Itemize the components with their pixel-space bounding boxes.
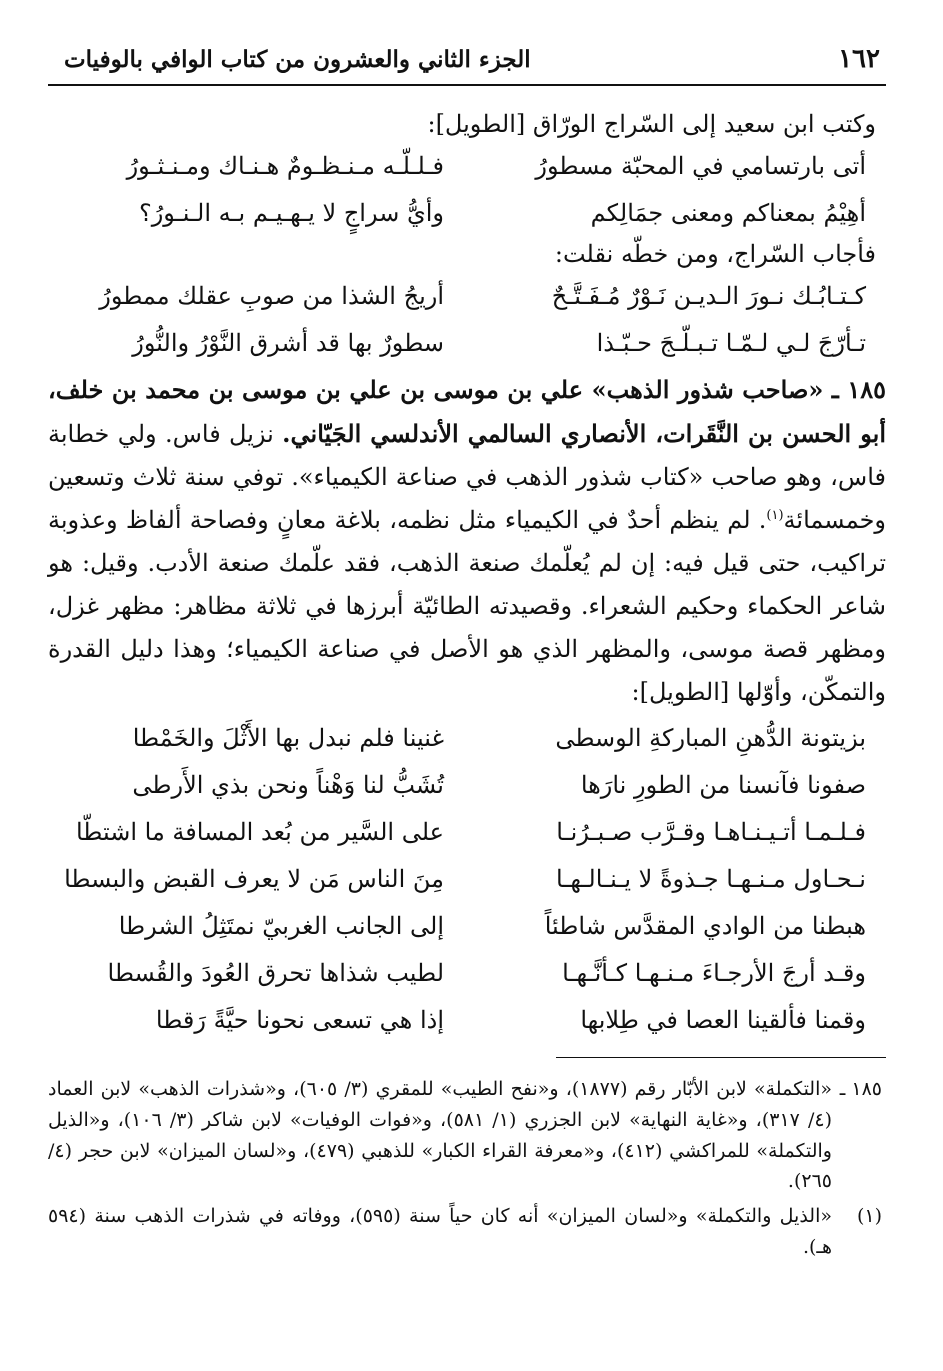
verse-first-hemistich: فـلـمـا أتـيـنـاهـا وقـرَّب صـبـرُنـا bbox=[556, 817, 866, 846]
verse-line bbox=[48, 714, 886, 761]
page-number: ١٦٢ bbox=[838, 44, 880, 74]
footnote-divider bbox=[556, 1057, 886, 1058]
verse-line bbox=[48, 949, 886, 996]
intro-line: وكتب ابن سعيد إلى السّراج الورّاق [الطويل]: bbox=[427, 110, 876, 138]
verse-first-hemistich: أهِيْمُ بمعناكم ومعنى جمَالِكم bbox=[590, 198, 866, 227]
verse-first-hemistich: صفونا فآنسنا من الطورِ نارَها bbox=[580, 770, 866, 799]
entry-body-part-2: . لم ينظم أحدٌ في الكيمياء مثل نظمه، بلاغة معانٍ وفصاحة ألفاظ وعذوبة تراكيب، حتى قيل فيه: إن لم يُعلّمك صنعة الذهب، فقد علّمك صنعة الأدب. وقيل: هو شاعر الحكماء وحكيم الشعراء. وقصيدته الطائيّة أبرزها في ثلاثة مظاهر: مظهر غزل، ومظهر قصة موسى، والمظهر الذي هو الأصل في صناعة الكيمياء؛ وهذا دليل القدرة والتمكّن، وأوّلها [الطويل]: bbox=[48, 506, 886, 706]
verse-first-hemistich: نـحـاول مـنـهـا جـذوةً لا يـنـالـهـا bbox=[555, 864, 866, 893]
verse-second-hemistich: مِنَ الناس مَن لا يعرف القبض والبسطا bbox=[64, 864, 444, 893]
book-page bbox=[48, 38, 886, 1267]
poem-1 bbox=[48, 142, 886, 236]
verse-line bbox=[48, 761, 886, 808]
verse-line bbox=[48, 189, 886, 236]
entry-body-part-1: نزيل فاس. ولي خطابة فاس، وهو صاحب «كتاب شذور الذهب في صناعة الكيمياء». توفي سنة ثلاث وتسعين وخمسمائة bbox=[48, 420, 886, 534]
verse-second-hemistich: سطورٌ بها قد أشرق النَّوْرُ والنُّورُ bbox=[132, 328, 444, 357]
verse-line bbox=[48, 855, 886, 902]
reply-line: فأجاب السّراج، ومن خطّه نقلت: bbox=[554, 240, 876, 268]
footnote-text: «التكملة» لابن الأبّار رقم (١٨٧٧)، و«نفح الطيب» للمقري (٣/ ٦٠٥)، و«شذرات الذهب» لابن العماد (٤/ ٣١٧)، و«غاية النهاية» لابن الجزري (١/ ٥٨١)، و«فوات الوفيات» لابن شاكر (٣/ ١٠٦)، و«الذيل والتكملة» للمراكشي (٤١٢)، و«معرفة القراء الكبار» للذهبي (٤٧٩)، و«لسان الميزان» لابن حجر (٤/ ٢٦٥). bbox=[48, 1078, 832, 1193]
page-header bbox=[48, 38, 886, 86]
biography-entry bbox=[48, 368, 886, 714]
verse-second-hemistich: إذا هي تسعى نحونا حيَّةً رَقطا bbox=[155, 1005, 444, 1034]
footnote-item bbox=[48, 1201, 886, 1263]
verse-first-hemistich: هبطنا من الوادي المقدَّس شاطئاً bbox=[544, 911, 866, 940]
verse-line bbox=[48, 902, 886, 949]
verse-line bbox=[48, 996, 886, 1043]
poem-3 bbox=[48, 714, 886, 1043]
verse-first-hemistich: كـتـابُـك نـورَ الـديـن نَـوْرٌ مُـفَـتَّـحٌ bbox=[551, 281, 866, 310]
verse-line bbox=[48, 142, 886, 189]
footnote-item bbox=[48, 1074, 886, 1197]
verse-first-hemistich: وقـد أرجَ الأرجـاءَ مـنـهـا كـأنَّـهـا bbox=[562, 958, 866, 987]
verse-second-hemistich: وأيُّ سراجٍ لا يـهـيـم بـه الـنـورُ؟ bbox=[138, 198, 444, 227]
verse-first-hemistich: وقمنا فألقينا العصا في طِلابها bbox=[580, 1005, 866, 1034]
verse-line bbox=[48, 319, 886, 366]
verse-second-hemistich: أريجُ الشذا من صوبِ عقلك ممطورُ bbox=[99, 281, 444, 310]
verse-second-hemistich: إلى الجانب الغربيّ نمتَثِلُ الشرطا bbox=[118, 911, 444, 940]
footnote-number: ١٨٥ ـ bbox=[839, 1078, 882, 1100]
verse-second-hemistich: غنينا فلم نبدل بها الأَثْلَ والخَمْطا bbox=[132, 723, 444, 752]
poem-2 bbox=[48, 272, 886, 366]
verse-second-hemistich: تُشَبُّ لنا وَهْناً ونحن بذي الأَرطى bbox=[132, 770, 444, 799]
entry-heading: ١٨٥ ـ «صاحب شذور الذهب» علي بن موسى بن علي بن موسى بن محمد بن خلف، أبو الحسن بن النَّقَرات، الأنصاري السالمي الأندلسي الجَيّاني. bbox=[48, 375, 886, 448]
verse-line bbox=[48, 272, 886, 319]
verse-first-hemistich: أتى بارتسامي في المحبّة مسطورُ bbox=[535, 151, 866, 180]
verse-first-hemistich: تـأرّجَ لـي لـمّـا تـبـلّـجَ حـبّـذا bbox=[596, 328, 866, 357]
verse-second-hemistich: على السَّير من بُعد المسافة ما اشتطّا bbox=[75, 817, 444, 846]
footnote-marker[interactable]: (١) bbox=[766, 508, 784, 523]
verse-line bbox=[48, 808, 886, 855]
verse-second-hemistich: فـلـلّـه مـنـظـومٌ هـنـاك ومـنـثـورُ bbox=[126, 151, 444, 180]
footnotes bbox=[48, 1074, 886, 1263]
verse-first-hemistich: بزيتونة الدُّهنِ المباركةِ الوسطى bbox=[555, 723, 866, 752]
verse-second-hemistich: لطيب شذاها تحرق العُودَ والقُسطا bbox=[107, 958, 444, 987]
running-title: الجزء الثاني والعشرون من كتاب الوافي بالوفيات bbox=[64, 46, 531, 73]
footnote-text: «الذيل والتكملة» و«لسان الميزان» أنه كان حياً سنة (٥٩٥)، ووفاته في شذرات الذهب سنة (٥٩٤ هـ). bbox=[48, 1205, 832, 1258]
footnote-number: (١) bbox=[856, 1205, 882, 1228]
